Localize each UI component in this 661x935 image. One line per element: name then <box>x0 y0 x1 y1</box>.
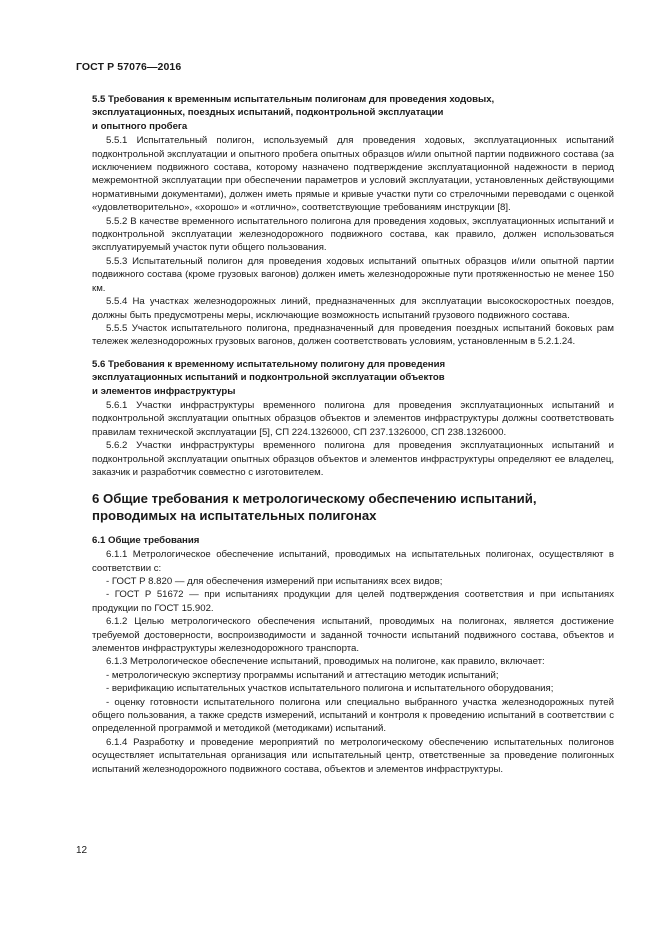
paragraph-5-5-1: 5.5.1 Испытательный полигон, используемый для проведения ходовых, эксплуатационных испытаний подконтрольной эксплуатации и опытного пробега опытных образцов и/или опытной партии подвижного состава (за исключением подвижного состава, которому назначено подтверждение эксплуатационной надежности в период межремонтной эксплуатации при обеспечении параметров и условий эксплуатации, установленных действующими нормативными документами), должен иметь прямые и кривые участки пути со стрелочными переводами с оценкой «удовлетворительно», «хорошо» и «отлично», соответствующие требованиям инструкции [8]. <box>92 135 614 214</box>
paragraph-5-6-2: 5.6.2 Участки инфраструктуры временного полигона для проведения эксплуатационных испытаний и подконтрольной эксплуатации опытных образцов объектов и элементов инфраструктуры определяют ее владелец, заказчик и разработчик совместно с изготовителем. <box>92 440 614 478</box>
paragraph-6-1-4: 6.1.4 Разработку и проведение мероприятий по метрологическому обеспечению испытательных полигонов осуществляет испытательная организация или испытательный центр, ответственные за проведение полигонных испытаний железнодорожного подвижного состава, объектов и элементов инфраструктуры. <box>92 736 614 775</box>
section-title-line: эксплуатационных испытаний и подконтрольной эксплуатации объектов <box>92 372 445 384</box>
paragraph-6-1-1: 6.1.1 Метрологическое обеспечение испытаний, проводимых на испытательных полигонах, осуществляют в соответствии с: <box>92 549 614 574</box>
list-item: - верификацию испытательных участков испытательного полигона и испытательного оборудования; <box>106 683 554 695</box>
paragraph-5-6-1: 5.6.1 Участки инфраструктуры временного полигона для проведения эксплуатационных испытаний и подконтрольной эксплуатации опытных образцов объектов и элементов инфраструктуры должны соответствовать правилам технической эксплуатации [5], СП 224.1326000, СП 237.1326000, СП 238.1326000. <box>92 399 614 438</box>
section-title-line: 5.6 Требования к временному испытательному полигону для проведения <box>92 358 446 370</box>
section-title <box>92 358 614 398</box>
section-5-5 <box>92 93 614 349</box>
chapter-title-line: проводимых на испытательных полигонах <box>92 507 377 523</box>
standard-header: ГОСТ Р 57076—2016 <box>76 61 182 73</box>
list-item: - ГОСТ Р 8.820 — для обеспечения измерений при испытаниях всех видов; <box>106 576 443 587</box>
paragraph-6-1-3: 6.1.3 Метрологическое обеспечение испытаний, проводимых на полигоне, как правило, включает: <box>106 656 545 668</box>
chapter-title-line: 6 Общие требования к метрологическому обеспечению испытаний, <box>92 491 537 507</box>
page-content <box>92 93 614 776</box>
section-5-6 <box>92 358 614 480</box>
list-item: - метрологическую экспертизу программы испытаний и аттестацию методик испытаний; <box>106 669 499 681</box>
section-title-line: и опытного пробега <box>92 120 188 132</box>
list-item: - оценку готовности испытательного полигона или специально выбранного участка железнодорожных путей общего пользования, а также средств измерений, испытаний и контроля к проведению испытаний в соответствии с определенной программой и методикой (методиками) испытаний. <box>92 696 614 735</box>
section-title-line: 5.5 Требования к временным испытательным полигонам для проведения ходовых, <box>92 94 495 105</box>
subsection-6-1-title: 6.1 Общие требования <box>92 534 200 546</box>
list-item: - ГОСТ Р 51672 — при испытаниях продукции для целей подтверждения соответствия и при испытаниях продукции по ГОСТ 15.902. <box>92 589 614 614</box>
section-title <box>92 93 614 133</box>
paragraph-5-5-3: 5.5.3 Испытательный полигон для проведения ходовых испытаний опытных образцов и/или опытной партии подвижного состава (кроме грузовых вагонов) должен иметь железнодорожные пути протяженностью не менее 150 км. <box>92 255 614 294</box>
paragraph-6-1-2: 6.1.2 Целью метрологического обеспечения испытаний, проводимых на полигонах, является достижение требуемой достоверности, воспроизводимости и заданной точности испытаний подвижного состава, объектов и элементов инфраструктуры железнодорожного транспорта. <box>92 616 614 655</box>
page-number: 12 <box>76 845 88 856</box>
chapter-6-title <box>92 491 614 523</box>
paragraph-5-5-5: 5.5.5 Участок испытательного полигона, предназначенный для проведения поездных испытаний боковых рам тележек железнодорожных грузовых вагонов, должен соответствовать условиям, установленным в 5.2.1.24. <box>92 322 614 348</box>
section-title-line: и элементов инфраструктуры <box>92 385 236 397</box>
paragraph-5-5-4: 5.5.4 На участках железнодорожных линий, предназначенных для эксплуатации высокоскоростных поездов, должны быть предусмотрены меры, исключающие возможность испытаний грузового подвижного состава. <box>92 296 614 321</box>
section-title-line: эксплуатационных, поездных испытаний, подконтрольной эксплуатации <box>92 107 444 119</box>
paragraph-5-5-2: 5.5.2 В качестве временного испытательного полигона для проведения ходовых, эксплуатационных испытаний и подконтрольной эксплуатации железнодорожного подвижного состава, как правило, должен использоваться эксплуатируемый участок пути общего пользования. <box>92 215 614 254</box>
